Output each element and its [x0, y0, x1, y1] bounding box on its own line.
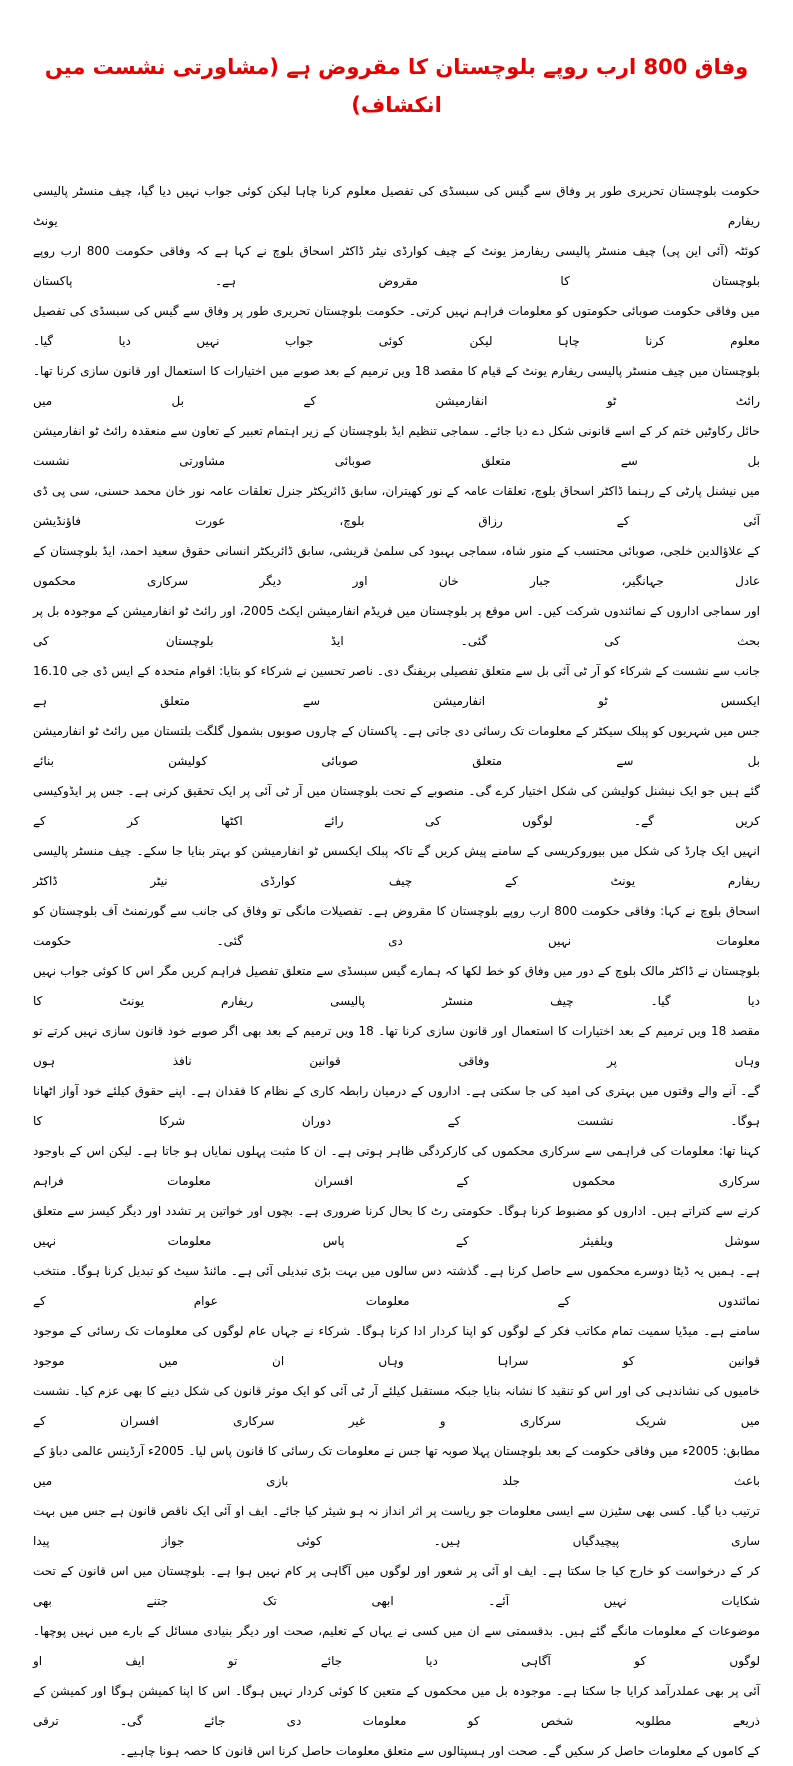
- body-line: خامیوں کی نشاندہی کی اور اس کو تنقید کا نشانہ بنایا جبکہ مستقبل کیلئے آر ٹی آئی کو ایک موثر قانون کی شکل دینے کا بھی عزم کیا۔ نشست میں شریک سرکاری و غیر سرکاری افسران کے: [33, 1384, 760, 1428]
- body-line: مطابق: 2005ء میں وفاقی حکومت کے بعد بلوچستان پہلا صوبہ تھا جس نے معلومات تک رسائی کا قانون پاس لیا۔ 2005ء آرڈینس عالمی دباؤ کے باعث جلد بازی میں: [33, 1444, 760, 1488]
- body-line: میں نیشنل پارٹی کے رہنما ڈاکٹر اسحاق بلوچ، تعلقات عامہ کے نور کھیتران، سابق ڈائریکٹر جنرل تعلقات عامہ نور خان محمد حسنی، سی پی ڈی آئی کے رزاق بلوچ، عورت فاؤنڈیشن: [33, 484, 760, 528]
- body-line: گے۔ آنے والے وقتوں میں بہتری کی امید کی جا سکتی ہے۔ اداروں کے درمیان رابطہ کاری کے نظام کا فقدان ہے۔ اپنے حقوق کیلئے خود آواز اٹھانا ہوگا۔ نشست کے دوران شرکا کا: [33, 1084, 760, 1128]
- body-line: سامنے ہے۔ میڈیا سمیت تمام مکاتب فکر کے لوگوں کو اپنا کردار ادا کرنا ہوگا۔ شرکاء نے جہاں عام لوگوں کی معلومات تک رسائی کے موجود قوانین کو سراہا وہاں ان میں موجود: [33, 1324, 760, 1368]
- body-line: کر کے درخواست کو خارج کیا جا سکتا ہے۔ ایف او آئی پر شعور اور لوگوں میں آگاہی پر کام نہیں ہوا ہے۔ بلوچستان میں اس قانون کے تحت شکایات نہیں آئے۔ ابھی تک جتنے بھی: [33, 1564, 760, 1608]
- body-line: ہے۔ ہمیں یہ ڈیٹا دوسرے محکموں سے حاصل کرنا ہے۔ گذشتہ دس سالوں میں بہت بڑی تبدیلی آئی ہے۔ مائنڈ سیٹ کو تبدیل کرنا ہوگا۔ منتخب نمائندوں کے معلومات عوام کے: [33, 1264, 760, 1308]
- body-line: حکومت بلوچستان تحریری طور پر وفاق سے گیس کی سبسڈی کی تفصیل معلوم کرنا چاہا لیکن کوئی جواب نہیں دیا گیا، چیف منسٹر پالیسی ریفارم یونٹ: [33, 184, 760, 228]
- body-line: کرنے سے کتراتے ہیں۔ اداروں کو مضبوط کرنا ہوگا۔ حکومتی رٹ کا بحال کرنا ضروری ہے۔ بچوں اور خواتین پر تشدد اور دیگر کیسز سے متعلق سوشل ویلفیئر کے پاس معلومات نہیں: [33, 1204, 760, 1248]
- body-line: کوئٹہ (آئی این پی) چیف منسٹر پالیسی ریفارمز یونٹ کے چیف کوارڈی نیٹر ڈاکٹر اسحاق بلوچ نے کہا ہے کہ وفاقی حکومت 800 ارب روپے بلوچستان کا مقروض ہے۔ پاکستان: [33, 244, 761, 288]
- document-page: [0, 48, 793, 1758]
- body-line: بلوچستان نے ڈاکٹر مالک بلوچ کے دور میں وفاق کو خط لکھا کہ ہمارے گیس سبسڈی سے متعلق تفصیل فراہم کریں مگر اس کا کوئی جواب نہیں دیا گیا۔ چیف منسٹر پالیسی ریفارم یونٹ کا: [33, 964, 760, 1008]
- body-line: حائل رکاوٹیں ختم کر کے اسے قانونی شکل دے دیا جائے۔ سماجی تنظیم ایڈ بلوچستان کے زیر اہتمام تعبیر کے تعاون سے منعقدہ رائٹ ٹو انفارمیشن بل سے متعلق صوبائی مشاورتی نشست: [33, 424, 760, 468]
- body-line: جانب سے نشست کے شرکاء کو آر ٹی آئی بل سے متعلق تفصیلی بریفنگ دی۔ ناصر تحسین نے شرکاء کو بتایا: اقوام متحدہ کے ایس ڈی جی 16.10 ایکسس ٹو انفارمیشن سے متعلق ہے: [33, 664, 760, 708]
- body-line: اور سماجی اداروں کے نمائندوں شرکت کیں۔ اس موقع پر بلوچستان میں فریڈم انفارمیشن ایکٹ 2005، اور رائٹ ٹو انفارمیشن کے موجودہ بل پر بحث کی گئی۔ ایڈ بلوچستان کی: [33, 604, 760, 648]
- body-line: کے کاموں کے معلومات حاصل کر سکیں گے۔ صحت اور ہسپتالوں سے متعلق معلومات حاصل کرنا اس قانون کا حصہ ہونا چاہیے۔: [119, 1744, 760, 1758]
- body-line: آئی پر بھی عملدرآمد کرایا جا سکتا ہے۔ موجودہ بل میں محکموں کے متعین کا کوئی کردار نہیں ہوگا۔ اس کا اپنا کمیشن ہوگا اور کمیشن کے ذریعے مطلوبہ شخص کو معلومات دی جائے گی۔ ترقی: [33, 1684, 761, 1728]
- body-line: موضوعات کے معلومات مانگے گئے ہیں۔ بدقسمتی سے ان میں کسی نے یہاں کے تعلیم، صحت اور دیگر بنیادی مسائل کے بارے میں نہیں پوچھا۔ لوگوں کو آگاہی دیا جائے تو ایف او: [33, 1624, 760, 1668]
- body-line: جس میں شہریوں کو پبلک سیکٹر کے معلومات تک رسائی دی جاتی ہے۔ پاکستان کے چاروں صوبوں بشمول گلگت بلتستان میں رائٹ ٹو انفارمیشن بل سے متعلق صوبائی کولیشن بنائے: [33, 724, 760, 768]
- body-line: بلوچستان میں چیف منسٹر پالیسی ریفارم یونٹ کے قیام کا مقصد 18 ویں ترمیم کے بعد صوبے میں اختیارات کا استعمال اور قانون سازی کرنا تھا۔ رائٹ ٹو انفارمیشن کے بل میں: [33, 364, 761, 408]
- article-body: [33, 176, 760, 1766]
- body-line: ترتیب دیا گیا۔ کسی بھی سٹیزن سے ایسی معلومات جو ریاست پر اثر انداز نہ ہو شیئر کیا جائے۔ ایف او آئی ایک ناقص قانون ہے جس میں بہت ساری پیچیدگیاں ہیں۔ کوئی جواز پیدا: [33, 1504, 760, 1548]
- page-title: وفاق 800 ارب روپے بلوچستان کا مقروض ہے (مشاورتی نشست میں انکشاف): [44, 55, 749, 117]
- body-line: میں وفاقی حکومت صوبائی حکومتوں کو معلومات فراہم نہیں کرتی۔ حکومت بلوچستان تحریری طور پر وفاق سے گیس کی سبسڈی کی تفصیل معلوم کرنا چاہا لیکن کوئی جواب نہیں دیا گیا۔: [33, 304, 760, 348]
- body-line: کہنا تھا: معلومات کی فراہمی سے سرکاری محکموں کی کارکردگی ظاہر ہوتی ہے۔ ان کا مثبت پہلوں نمایاں ہو جاتا ہے۔ لیکن اس کے باوجود سرکاری محکموں کے افسران معلومات فراہم: [33, 1144, 760, 1188]
- body-line: اسحاق بلوچ نے کہا: وفاقی حکومت 800 ارب روپے بلوچستان کا مقروض ہے۔ تفصیلات مانگی تو وفاق کی جانب سے گورنمنٹ آف بلوچستان کو معلومات نہیں دی گئی۔ حکومت: [33, 904, 760, 948]
- body-line: گئے ہیں جو ایک نیشنل کولیشن کی شکل اختیار کرے گی۔ منصوبے کے تحت بلوچستان میں آر ٹی آئی پر ایک تحقیق کرنی ہے۔ جس پر ایڈوکیسی کریں گے۔ لوگوں کی رائے اکٹھا کر کے: [33, 784, 760, 828]
- body-line: انہیں ایک چارڈ کی شکل میں بیوروکریسی کے سامنے پیش کریں گے تاکہ پبلک ایکسس ٹو انفارمیشن کو بہتر بنایا جا سکے۔ چیف منسٹر پالیسی ریفارم یونٹ کے چیف کوارڈی نیٹر ڈاکٹر: [33, 844, 760, 888]
- body-line: کے علاؤالدین خلجی، صوبائی محتسب کے منور شاہ، سماجی بہبود کی سلمیٰ قریشی، سابق ڈائریکٹر انسانی حقوق سعید احمد، ایڈ بلوچستان کے عادل جہانگیر، جبار خان اور دیگر سرکاری محکموں: [33, 544, 760, 588]
- body-line: مقصد 18 ویں ترمیم کے بعد اختیارات کا استعمال اور قانون سازی کرنا تھا۔ 18 ویں ترمیم کے بعد بھی اگر صوبے خود قانون سازی نہیں کرتے تو وہاں پر وفاقی قوانین نافذ ہوں: [33, 1024, 760, 1068]
